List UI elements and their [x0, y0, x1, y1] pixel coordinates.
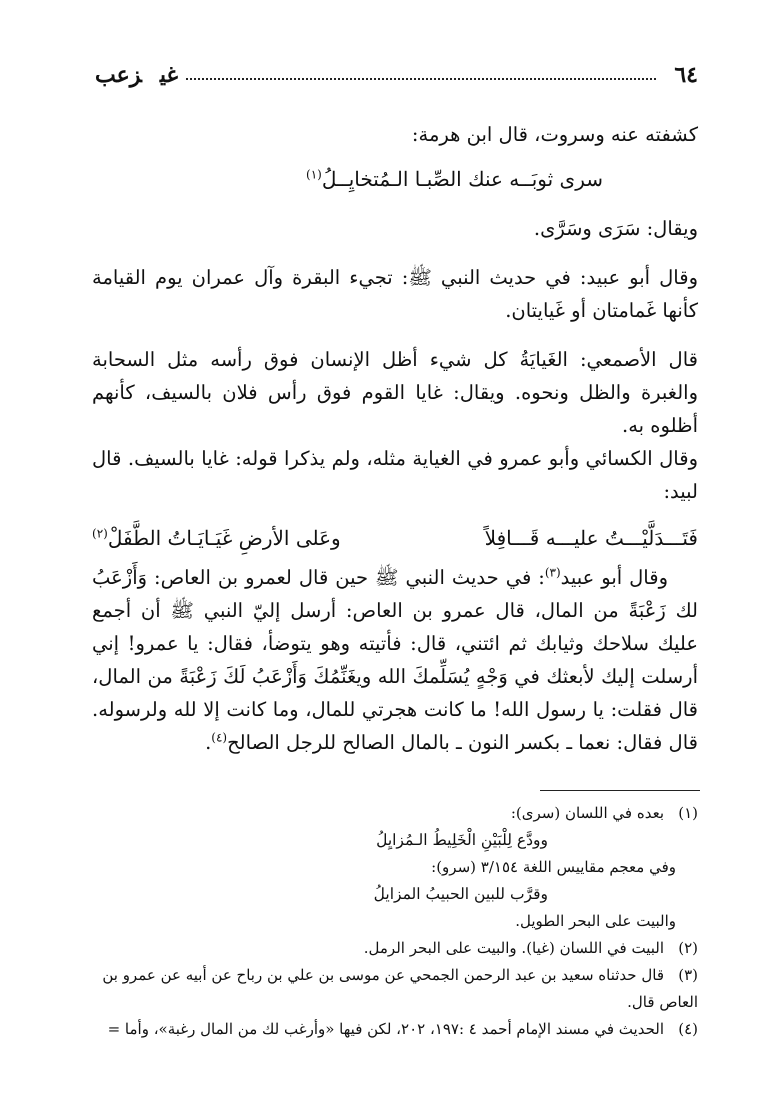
footnote-text: وفي معجم مقاييس اللغة ٣/١٥٤ (سرو): [431, 858, 676, 876]
paragraph-body: : في حديث النبي ﷺ حين قال لعمرو بن العاص: وَأَزْعَبُ لك زَعْبَةً من المال، قال عمرو بن العاص: أرسل إليّ النبي ﷺ أن أجمع عليك سلاحك وثيابك ثم ائتني، قال: فأتيته وهو يتوضأ، فقال: يا عمرو! إني أرسلت إليك لأبعثك في وَجْهٍ يُسَلِّمكَ الله ويغَنِّمُكَ وَأَزْعَبُ لَكَ زَعْبَةً من المال، قال فقلت: يا رسول الله! ما كانت هجرتي للمال، وما كانت إلا لله ولرسوله. قال فقال: نعما ـ بكسر النون ـ بالمال الصالح للرجل الصالح [92, 566, 698, 754]
paragraph: وقال أبو عبيد: في حديث النبي ﷺ: تجيء البقرة وآل عمران يوم القيامة كأنها غَمامتان أو غَيايتان. [92, 266, 698, 322]
footnote-text: والبيت على البحر الطويل. [515, 912, 676, 930]
paragraph-end: . [205, 731, 212, 754]
footnote-number: (٢) [678, 939, 698, 957]
footnote-2 [90, 935, 698, 962]
verse-hemistich-2-wrap [92, 522, 341, 555]
footnote-1 [90, 800, 698, 827]
main-text [92, 118, 698, 759]
footnote-separator [540, 790, 700, 791]
verse-hemistich-1: فَتَـــدَلَّيْـــتُ عليـــه قَـــافِلاً [484, 526, 698, 550]
running-header [95, 58, 698, 92]
footnotes [90, 800, 698, 1043]
footnote-number: (٤) [678, 1020, 698, 1038]
text-line: كشفته عنه وسروت، قال ابن هرمة: [411, 123, 698, 146]
footnote-number: (١) [678, 804, 698, 822]
verse-line [92, 522, 698, 555]
footnote-number: (٣) [678, 966, 698, 984]
paragraph: وقال الكسائي وأبو عمرو في الغياية مثله، ولم يذكرا قوله: غايا بالسيف. قال لبيد: [92, 447, 698, 503]
footnote-text: الحديث في مسند الإمام أحمد ٤ :١٩٧، ٢٠٢، لكن فيها «وأرغب لك من المال رغبة»، وأما = [107, 1020, 664, 1038]
paragraph: قال الأصمعي: الغَيايَةُ كل شيء أظل الإنسان فوق رأسه مثل السحابة والغبرة والظل ونحوه. ويقال: غايا القوم فوق رأس فلان بالسيف، كأنهم أظلوه به. [92, 348, 698, 437]
paragraph [92, 561, 698, 759]
footnote-verse: وقرَّب للبين الحبيبُ المزايلُ [373, 885, 548, 903]
running-head-word-1: غي [159, 62, 179, 88]
text-line: ويقال: سَرَى وسَرَّى. [533, 217, 698, 240]
footnote-text: البيت في اللسان (غيا). والبيت على البحر الرمل. [363, 939, 664, 957]
footnote-text: بعده في اللسان (سرى): [510, 804, 664, 822]
verse-text: سرى ثوبَــه عنك الصِّبـا الـمُتخايِــلُ [321, 167, 603, 191]
header-dotted-leader [186, 78, 656, 80]
paragraph-lead: وقال أبو عبيد [560, 566, 668, 589]
footnote-ref: (١) [306, 167, 322, 182]
footnote-ref: (٤) [211, 730, 228, 745]
verse-hemistich-2: وعَلى الأرضِ غَيَـايَـاتُ الطَّفَلْ [107, 526, 341, 550]
footnote-4 [90, 1016, 698, 1043]
footnote-ref: (٣) [544, 565, 561, 580]
footnote-verse: وودَّع لِلْبَيْنِ الْخَلِيطُ الـمُزايِلُ [376, 831, 548, 849]
footnote-text: قال حدثناه سعيد بن عبد الرحمن الجمحي عن موسى بن علي بن رباح عن أبيه عن عمرو بن العاص قال. [102, 966, 698, 1011]
running-head-word-2: زعب [95, 62, 142, 88]
running-head-words [95, 62, 178, 88]
footnote-ref: (٢) [92, 526, 108, 541]
page-number: ٦٤ [674, 62, 698, 88]
verse-line [92, 163, 698, 196]
footnote-3 [90, 962, 698, 1016]
